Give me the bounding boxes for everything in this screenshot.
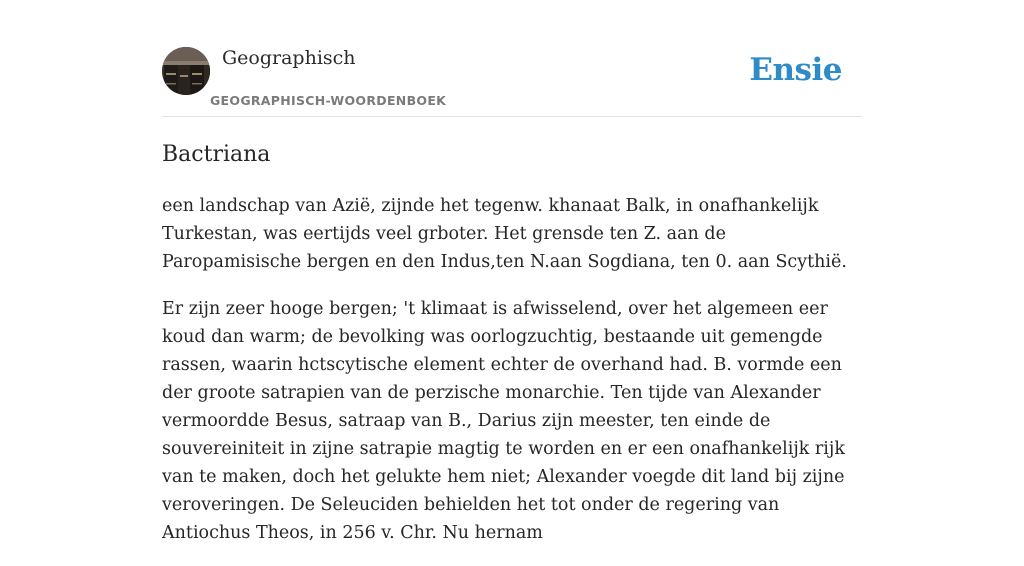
article-paragraph: Er zijn zeer hooge bergen; 't klimaat is afwisselend, over het algemeen eer koud dan warm; de bevolking was oorlogzuchtig, bestaande uit gemengde rassen, waarin hctscytische element echter de overhand had. B. vormde een der groote satrapien van de perzische monarchie. Ten tijde van Alexander vermoordde Besus, satraap van B., Darius zijn meester, ten einde de souvereiniteit in zijne satrapie magtig te worden en er een onafhankelijk rijk van te maken, doch het gelukte hem niet; Alexander voegde dit land bij zijne veroveringen. De Seleuciden behielden het tot onder de regering van Antiochus Theos, in 256 v. Chr. Nu hernam <box>162 299 845 543</box>
article-body <box>162 192 862 566</box>
article-paragraph: een landschap van Azië, zijnde het tegenw. khanaat Balk, in onafhankelijk Turkestan, was eertijds veel grboter. Het grensde ten Z. aan de Paropamisische bergen en den Indus,ten N.aan Sogdiana, ten 0. aan Scythië. <box>162 196 847 272</box>
ensie-logo[interactable]: Ensie <box>749 52 842 88</box>
article-title: Bactriana <box>162 142 271 167</box>
books-image-icon <box>162 47 210 95</box>
source-header <box>162 0 862 117</box>
page-container <box>162 0 862 543</box>
source-name[interactable]: Geographisch <box>222 47 356 69</box>
source-avatar[interactable] <box>162 47 210 95</box>
source-subtitle[interactable]: GEOGRAPHISCH-WOORDENBOEK <box>210 93 447 108</box>
